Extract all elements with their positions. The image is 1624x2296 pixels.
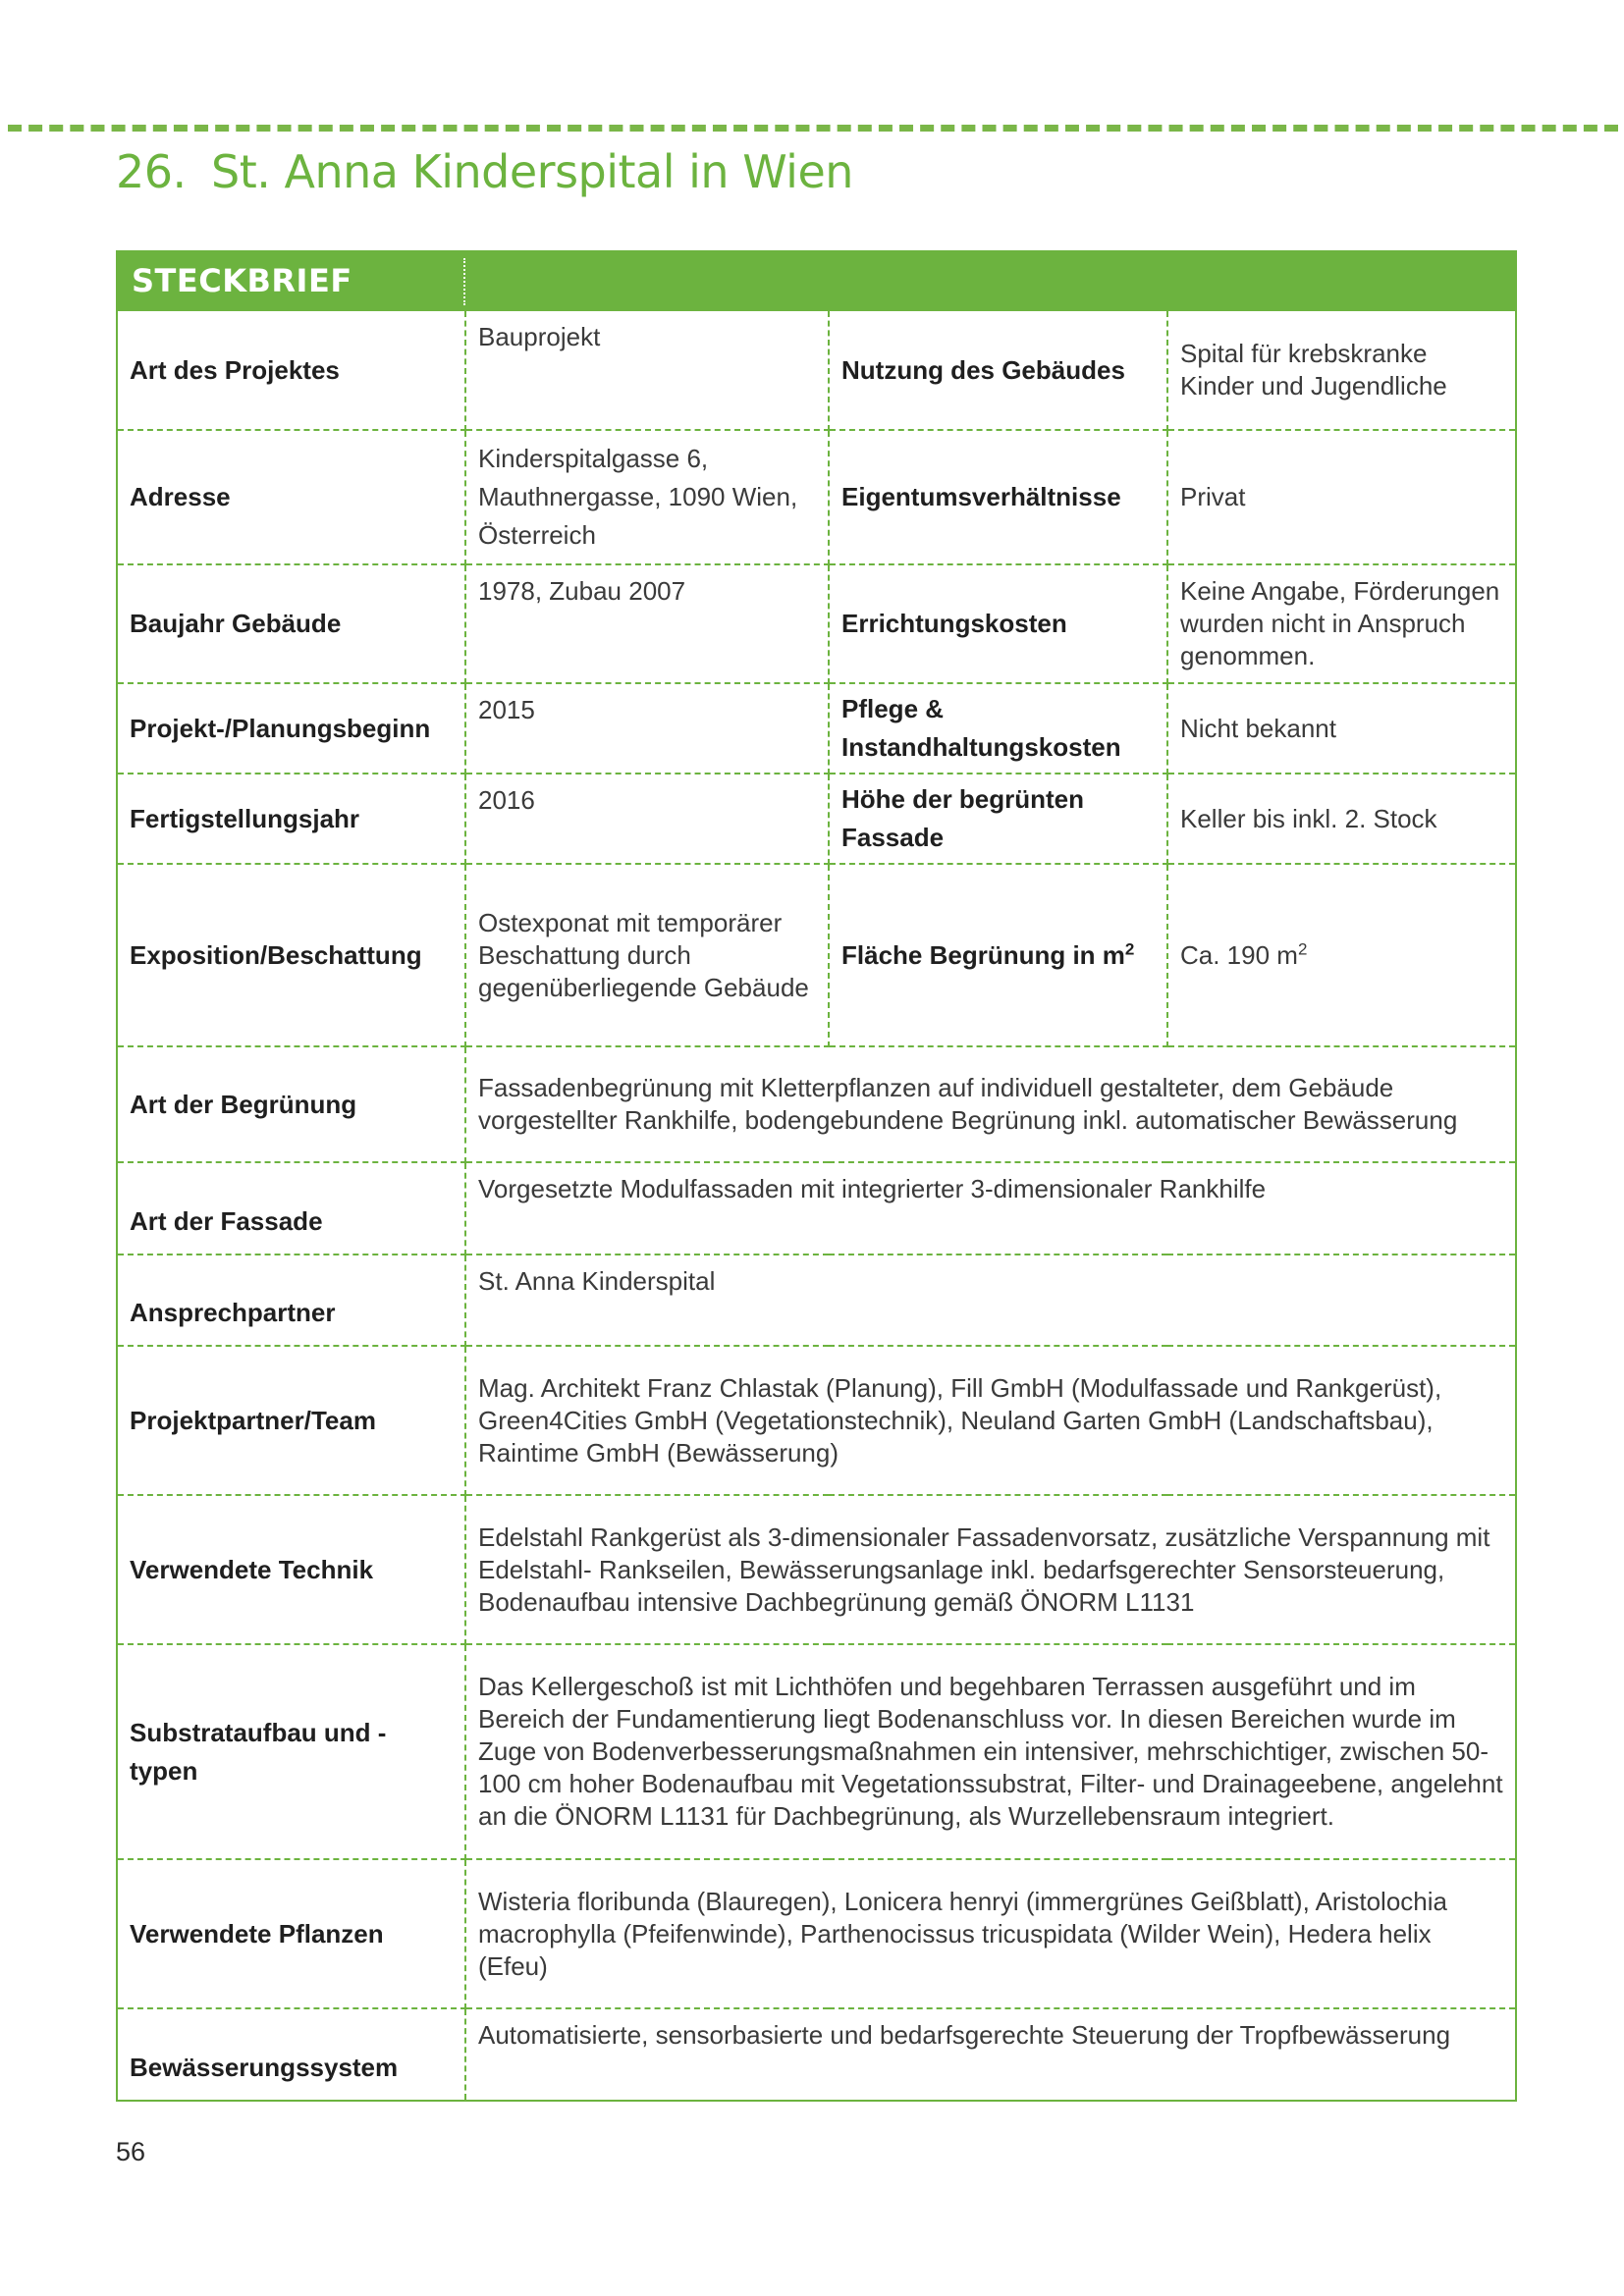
field-value: Wisteria floribunda (Blauregen), Lonicera henryi (immergrünes Geißblatt), Aristolochia macrophylla (Pfeifenwinde), Parthenocissus tricuspidata (Wilder Wein), Hedera helix (Efeu) [465,1859,1515,2008]
field-value: Keine Angabe, Förderungen wurden nicht in Anspruch genommen. [1167,564,1515,683]
field-label: Verwendete Technik [118,1495,465,1644]
table-row [118,2008,1515,2100]
field-value: Bauprojekt [465,311,829,430]
field-label: Baujahr Gebäude [118,564,465,683]
field-value: Keller bis inkl. 2. Stock [1167,774,1515,864]
field-label: Verwendete Pflanzen [118,1859,465,2008]
field-value: St. Anna Kinderspital [465,1255,1515,1346]
section-number: 26. [116,145,187,198]
field-label: Substrataufbau und -typen [118,1644,465,1859]
table-row [118,1162,1515,1255]
field-label: Adresse [118,430,465,564]
table-row [118,683,1515,774]
field-value-text: Ca. 190 m [1180,939,1298,970]
field-value: Nicht bekannt [1167,683,1515,774]
field-value: Das Kellergeschoß ist mit Lichthöfen und begehbaren Terrassen ausgeführt und im Bereich der Fundamentierung liegt Bodenanschluss vor. In diesen Bereichen wurde im Zuge von Bodenverbesserungsmaßnahmen ein intensiver, mehrschichtiger, zwischen 50-100 cm hoher Bodenaufbau mit Vegetationssubstrat, Filter- und Drainageebene, angelehnt an die ÖNORM L1131 für Dachbegrünung, als Wurzellebensraum integriert. [465,1644,1515,1859]
field-label-area [829,864,1167,1046]
table-row [118,430,1515,564]
field-label: Art des Projektes [118,311,465,430]
superscript: 2 [1297,938,1308,958]
field-label: Errichtungskosten [829,564,1167,683]
field-label: Pflege & Instandhaltungskosten [829,683,1167,774]
field-label: Bewässerungssystem [118,2008,465,2100]
table-row [118,1346,1515,1495]
field-value: Mag. Architekt Franz Chlastak (Planung), Fill GmbH (Modulfassade und Rankgerüst), Green4Cities GmbH (Vegetationstechnik), Neuland Garten GmbH (Landschaftsbau), Raintime GmbH (Bewässerung) [465,1346,1515,1495]
field-label: Höhe der begrünten Fassade [829,774,1167,864]
table-row [118,864,1515,1046]
field-value: 2015 [465,683,829,774]
page-number: 56 [116,2137,146,2166]
field-value: Spital für krebskranke Kinder und Jugendliche [1167,311,1515,430]
field-value: Fassadenbegrünung mit Kletterpflanzen auf individuell gestalteter, dem Gebäude vorgestellter Rankhilfe, bodengebundene Begrünung inkl. automatischer Bewässerung [465,1046,1515,1162]
table-row [118,1495,1515,1644]
field-label: Ansprechpartner [118,1255,465,1346]
field-value: Automatisierte, sensorbasierte und bedarfsgerechte Steuerung der Tropfbewässerung [478,2020,1451,2050]
table-row [118,1859,1515,2008]
table-row [118,1644,1515,1859]
table-row [118,774,1515,864]
page-title [116,145,853,198]
field-value: 1978, Zubau 2007 [465,564,829,683]
table-row [118,311,1515,430]
field-label: Projekt-/Planungsbeginn [118,683,465,774]
field-value: Vorgesetzte Modulfassaden mit integrierter 3-dimensionaler Rankhilfe [465,1162,1515,1255]
section-title: St. Anna Kinderspital in Wien [211,145,853,198]
fact-sheet-header [118,252,1515,311]
superscript: 2 [1124,938,1135,958]
field-value: Edelstahl Rankgerüst als 3-dimensionaler Fassadenvorsatz, zusätzliche Verspannung mit Edelstahl- Rankseilen, Bewässerungsanlage inkl. bedarfsgerechter Sensorsteuerung, Bodenaufbau intensive Dachbegrünung gemäß ÖNORM L1131 [465,1495,1515,1644]
fact-sheet-heading: STECKBRIEF [132,262,352,299]
field-label: Nutzung des Gebäudes [829,311,1167,430]
field-value: Kinderspitalgasse 6, Mauthnergasse, 1090 Wien, Österreich [465,430,829,564]
field-value-area [1167,864,1515,1046]
table-row [118,564,1515,683]
field-value: Ostexponat mit temporärer Beschattung durch gegenüberliegende Gebäude [465,864,829,1046]
table-row [118,1046,1515,1162]
fact-table [118,311,1515,2100]
field-value: 2016 [465,774,829,864]
field-label: Fertigstellungsjahr [118,774,465,864]
header-divider [463,258,465,305]
field-label: Art der Begrünung [118,1046,465,1162]
field-label: Projektpartner/Team [118,1346,465,1495]
field-label: Exposition/Beschattung [118,864,465,1046]
fact-sheet [116,250,1517,2102]
field-label: Art der Fassade [118,1162,465,1255]
field-label-text: Fläche Begrünung in m [841,939,1125,970]
field-value: Privat [1167,430,1515,564]
table-row [118,1255,1515,1346]
top-dashed-rule [8,125,1618,132]
field-label: Eigentumsverhältnisse [829,430,1167,564]
